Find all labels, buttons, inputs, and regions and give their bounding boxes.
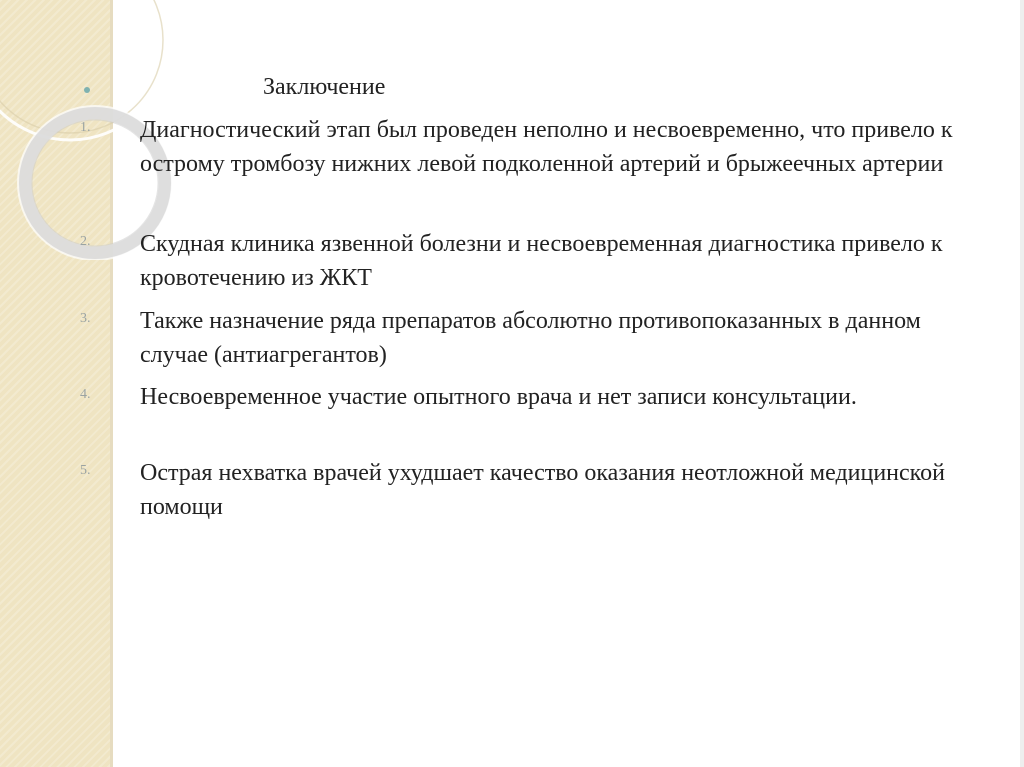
list-item-number: 1. bbox=[80, 120, 91, 135]
list-item-text: Несвоевременное участие опытного врача и нет записи консультации. bbox=[140, 384, 857, 410]
list-item-text: Также назначение ряда препаратов абсолютно противопоказанных в данном случае (антиагрегантов) bbox=[140, 308, 921, 368]
list-item-number: 5. bbox=[80, 463, 91, 478]
list-item-number: 3. bbox=[80, 311, 91, 326]
bullet-dot-icon bbox=[84, 87, 90, 93]
list-item-number: 4. bbox=[80, 387, 91, 402]
list-item-text: Скудная клиника язвенной болезни и несвоевременная диагностика привело к кровотечению из ЖКТ bbox=[140, 231, 943, 291]
list-item-number: 2. bbox=[80, 234, 91, 249]
slide-heading: Заключение bbox=[263, 74, 386, 100]
list-item-text: Диагностический этап был проведен неполно и несвоевременно, что привело к острому тромбозу нижних левой подколенной артерий и брыжеечных артерии bbox=[140, 117, 953, 177]
list-item-text: Острая нехватка врачей ухудшает качество оказания неотложной медицинской помощи bbox=[140, 460, 945, 520]
